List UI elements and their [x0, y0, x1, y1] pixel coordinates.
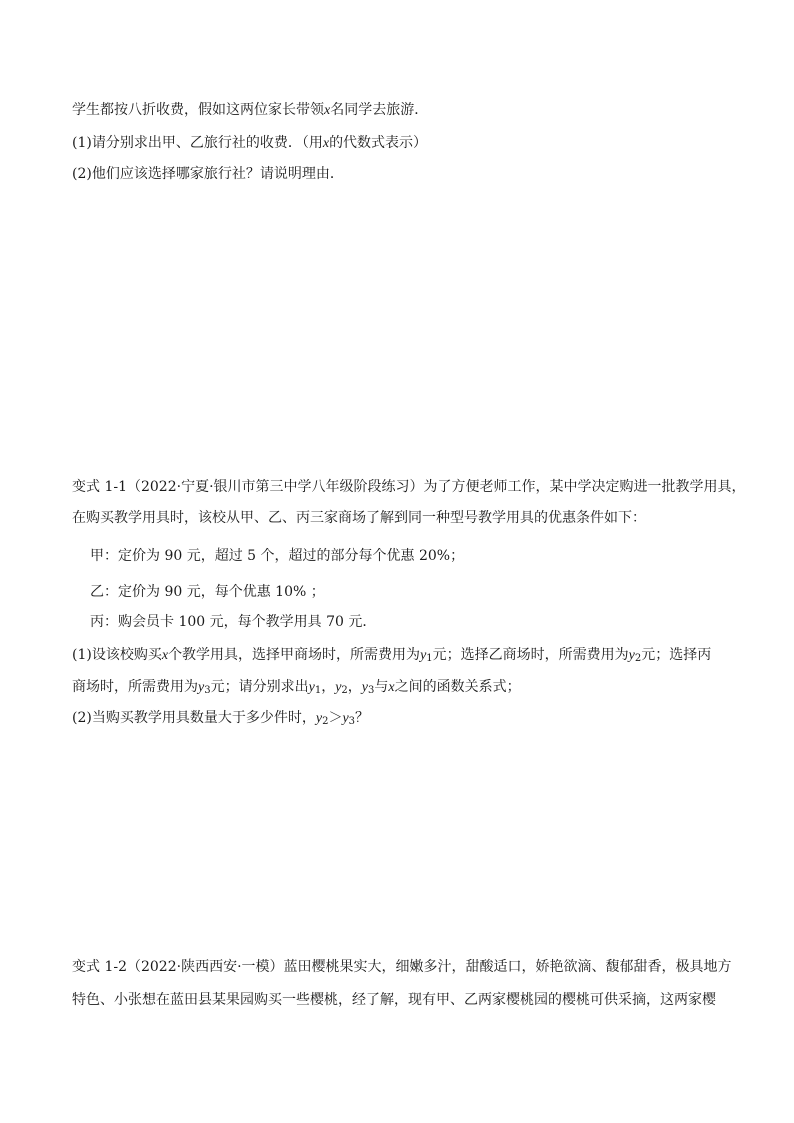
- question-2: (2)他们应该选择哪家旅行社？请说明理由．: [72, 166, 344, 182]
- text-line: 学生都按八折收费，假如这两位家长带领x名同学去旅游．: [72, 102, 429, 118]
- text-line: 特色、小张想在蓝田县某果园购买一些樱桃，经了解，现有甲、乙两家樱桃园的樱桃可供采摘，这两家樱: [72, 992, 716, 1008]
- condition-b: 乙：定价为 90 元，每个优惠 10% ；: [90, 584, 325, 600]
- variant-heading-line: 变式 1-1（2022·宁夏·银川市第三中学八年级阶段练习）为了方便老师工作，某中学决定购进一批教学用具，: [72, 479, 746, 495]
- question-1-continued: 商场时，所需费用为$y_3$元；请分别求出$y_1$，$y_2$，$y_3$与x之间的函数关系式；: [72, 679, 521, 696]
- condition-c: 丙：购会员卡 100 元，每个教学用具 70 元．: [90, 614, 377, 630]
- condition-a: 甲：定价为 90 元，超过 5 个，超过的部分每个优惠 20%；: [90, 548, 465, 564]
- text-line: 在购买教学用具时，该校从甲、乙、丙三家商场了解到同一种型号教学用具的优惠条件如下：: [72, 510, 646, 526]
- question-2: (2)当购买教学用具数量大于多少件时，$y_2>y_3$？: [72, 710, 370, 727]
- variant-heading-line: 变式 1-2（2022·陕西西安·一模）蓝田樱桃果实大，细嫩多汁，甜酸适口，娇艳欲滴、馥郁甜香，极具地方: [72, 959, 732, 975]
- question-1: (1)设该校购买x个教学用具，选择甲商场时，所需费用为$y_1$元；选择乙商场时，所需费用为$y_2$元；选择丙: [72, 647, 712, 664]
- question-1: (1)请分别求出甲、乙旅行社的收费．（用x的代数式表示）: [72, 135, 428, 151]
